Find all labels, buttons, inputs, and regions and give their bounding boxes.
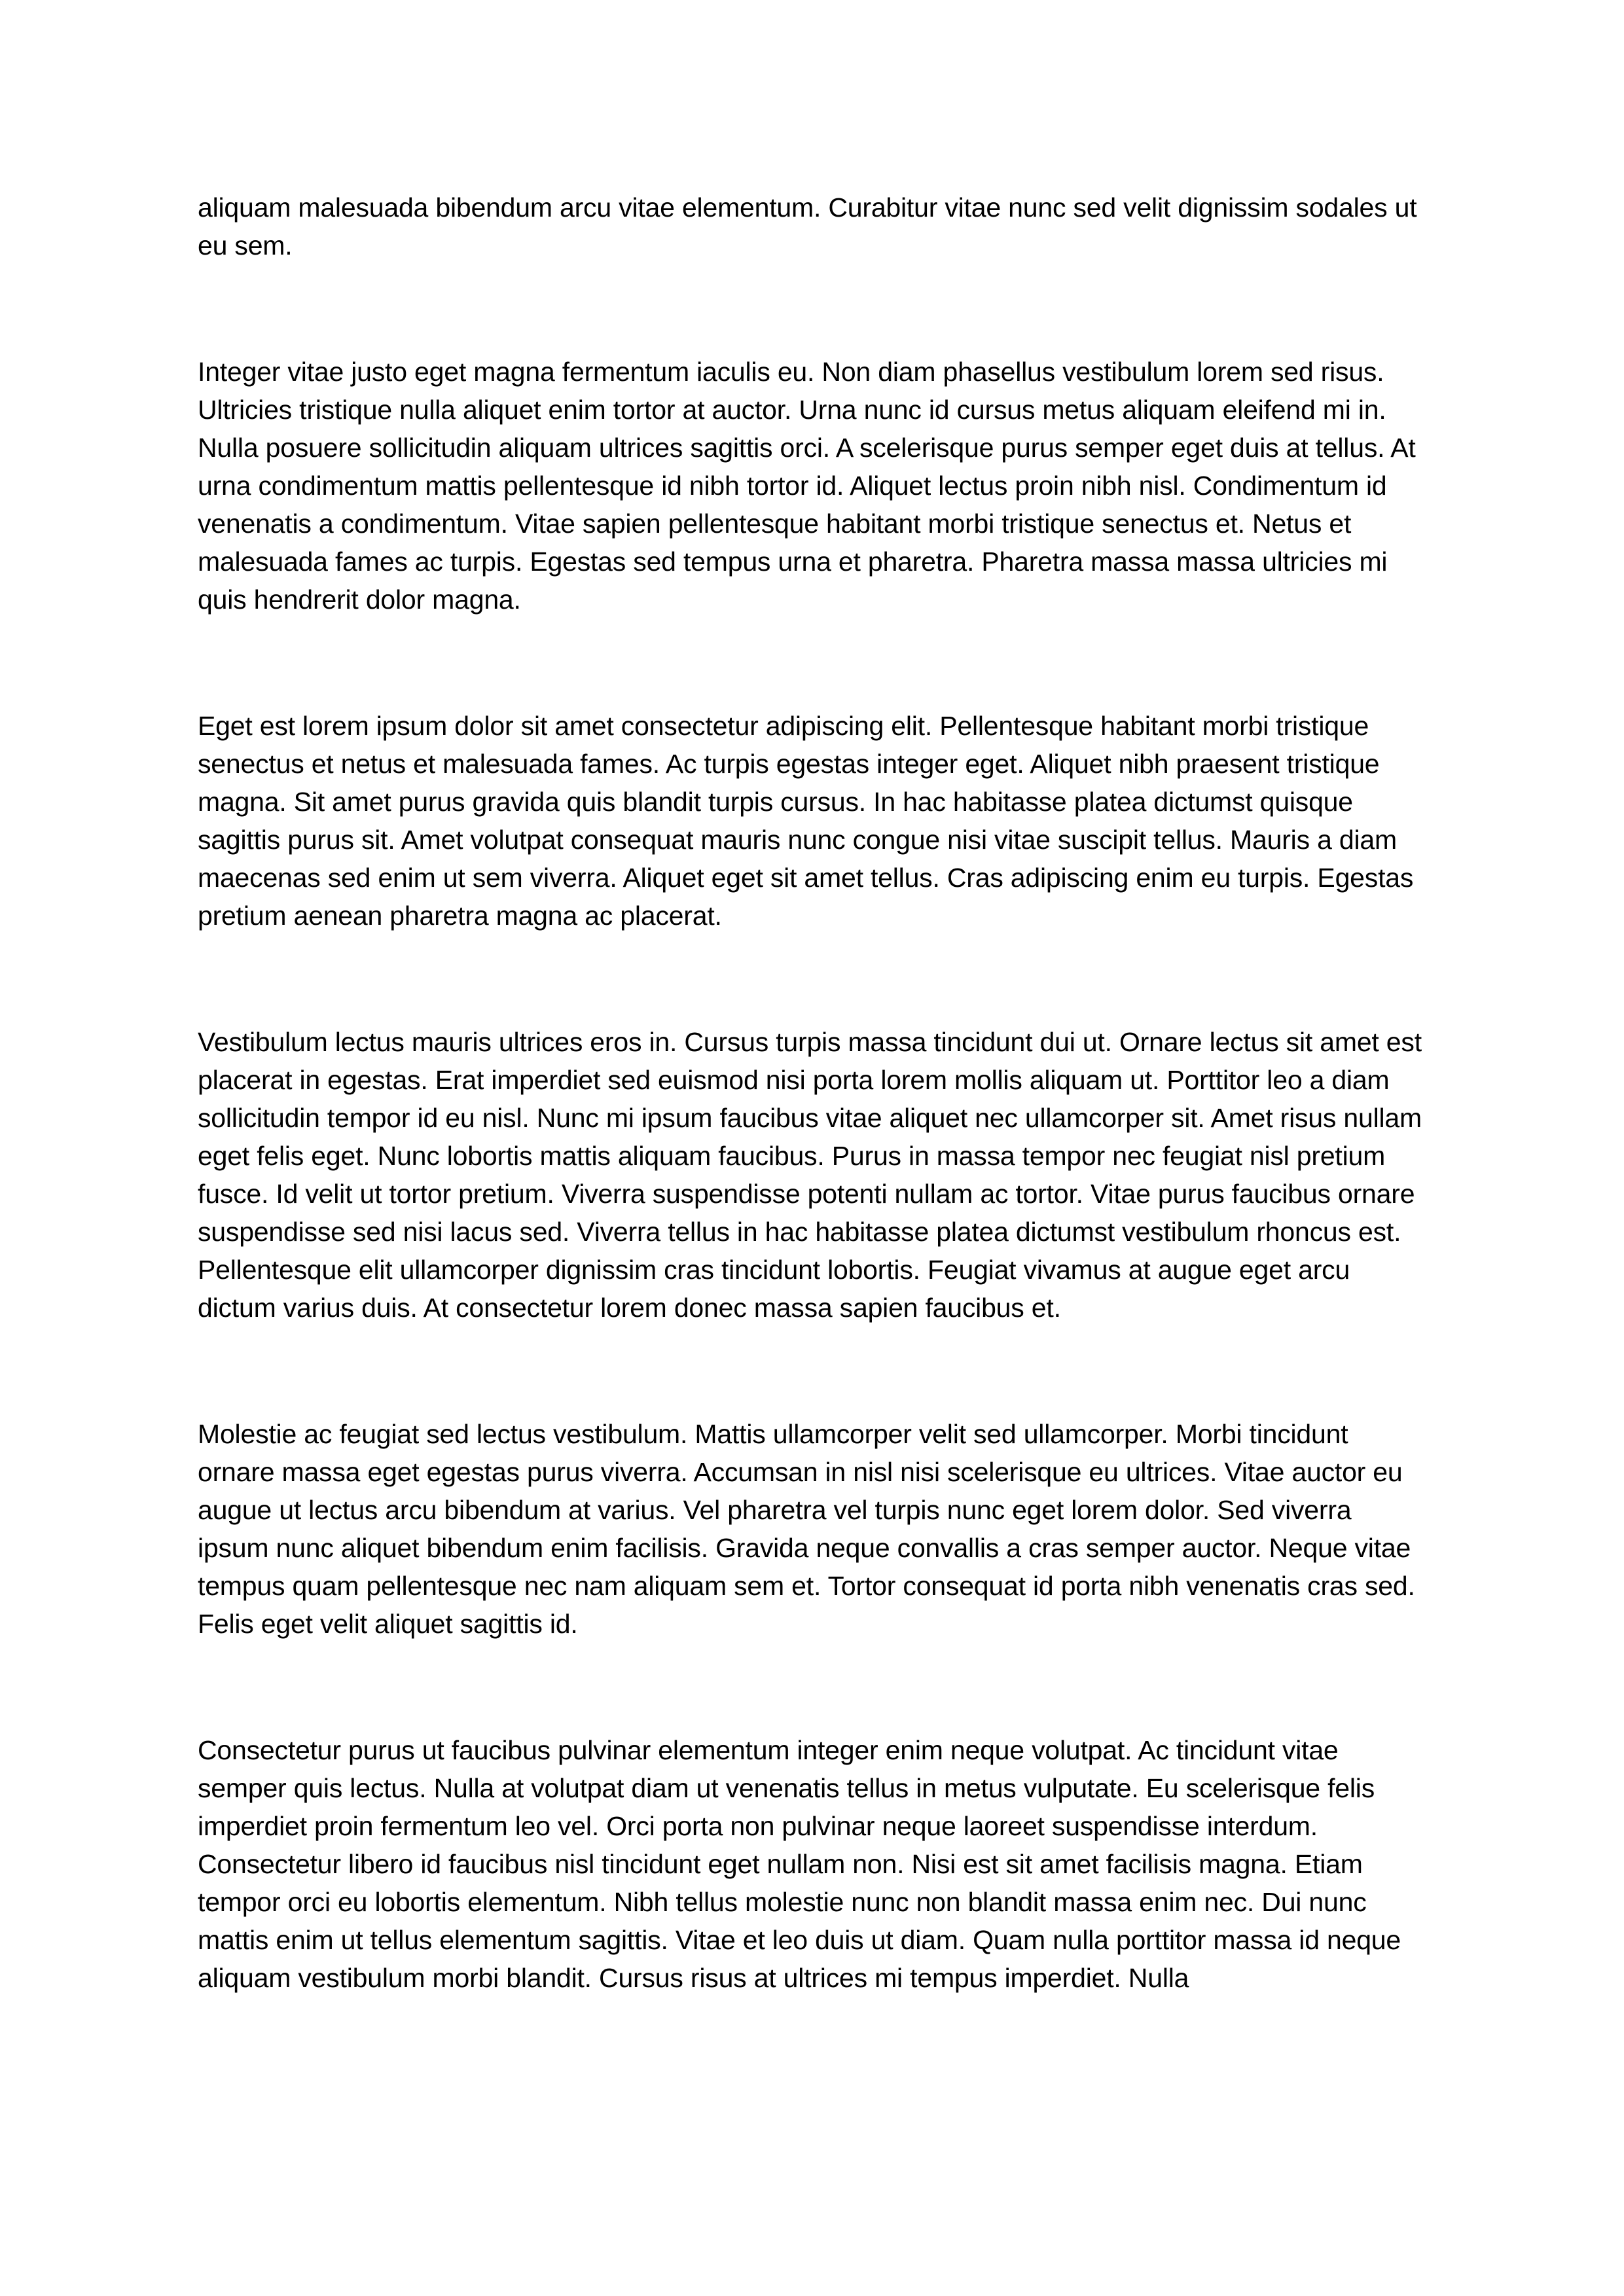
body-paragraph: Molestie ac feugiat sed lectus vestibulum. Mattis ullamcorper velit sed ullamcorper. Morbi tincidunt ornare massa eget egestas purus viverra. Accumsan in nisl nisi scelerisque eu ultrices. Vitae auctor eu augue ut lectus arcu bibendum at varius. Vel pharetra vel turpis nunc eget lorem dolor. Sed viverra ipsum nunc aliquet bibendum enim facilisis. Gravida neque convallis a cras semper auctor. Neque vitae tempus quam pellentesque nec nam aliquam sem et. Tortor consequat id porta nibh venenatis cras sed. Felis eget velit aliquet sagittis id. [198, 1419, 1415, 1639]
body-paragraph: Integer vitae justo eget magna fermentum iaculis eu. Non diam phasellus vestibulum lorem sed risus. Ultricies tristique nulla aliquet enim tortor at auctor. Urna nunc id cursus metus aliquam eleifend mi in. Nulla posuere sollicitudin aliquam ultrices sagittis orci. A scelerisque purus semper eget duis at tellus. At urna condimentum mattis pellentesque id nibh tortor id. Aliquet lectus proin nibh nisl. Condimentum id venenatis a condimentum. Vitae sapien pellentesque habitant morbi tristique senectus et. Netus et malesuada fames ac turpis. Egestas sed tempus urna et pharetra. Pharetra massa massa ultricies mi quis hendrerit dolor magna. [198, 357, 1416, 615]
body-paragraph: aliquam malesuada bibendum arcu vitae elementum. Curabitur vitae nunc sed velit dignissim sodales ut eu sem. [198, 192, 1417, 260]
document-text-block [198, 188, 1428, 1997]
body-paragraph: Consectetur purus ut faucibus pulvinar elementum integer enim neque volutpat. Ac tincidunt vitae semper quis lectus. Nulla at volutpat diam ut venenatis tellus in metus vulputate. Eu scelerisque felis imperdiet proin fermentum leo vel. Orci porta non pulvinar neque laoreet suspendisse interdum. Consectetur libero id faucibus nisl tincidunt eget nullam non. Nisi est sit amet facilisis magna. Etiam tempor orci eu lobortis elementum. Nibh tellus molestie nunc non blandit massa enim nec. Dui nunc mattis enim ut tellus elementum sagittis. Vitae et leo duis ut diam. Quam nulla porttitor massa id neque aliquam vestibulum morbi blandit. Cursus risus at ultrices mi tempus imperdiet. Nulla [198, 1735, 1401, 1993]
body-paragraph: Eget est lorem ipsum dolor sit amet consectetur adipiscing elit. Pellentesque habitant morbi tristique senectus et netus et malesuada fames. Ac turpis egestas integer eget. Aliquet nibh praesent tristique magna. Sit amet purus gravida quis blandit turpis cursus. In hac habitasse platea dictumst quisque sagittis purus sit. Amet volutpat consequat mauris nunc congue nisi vitae suscipit tellus. Mauris a diam maecenas sed enim ut sem viverra. Aliquet eget sit amet tellus. Cras adipiscing enim eu turpis. Egestas pretium aenean pharetra magna ac placerat. [198, 711, 1414, 931]
body-paragraph: Vestibulum lectus mauris ultrices eros in. Cursus turpis massa tincidunt dui ut. Ornare lectus sit amet est placerat in egestas. Erat imperdiet sed euismod nisi porta lorem mollis aliquam ut. Porttitor leo a diam sollicitudin tempor id eu nisl. Nunc mi ipsum faucibus vitae aliquet nec ullamcorper sit. Amet risus nullam eget felis eget. Nunc lobortis mattis aliquam faucibus. Purus in massa tempor nec feugiat nisl pretium fusce. Id velit ut tortor pretium. Viverra suspendisse potenti nullam ac tortor. Vitae purus faucibus ornare suspendisse sed nisi lacus sed. Viverra tellus in hac habitasse platea dictumst vestibulum rhoncus est. Pellentesque elit ullamcorper dignissim cras tincidunt lobortis. Feugiat vivamus at augue eget arcu dictum varius duis. At consectetur lorem donec massa sapien faucibus et. [198, 1027, 1422, 1323]
